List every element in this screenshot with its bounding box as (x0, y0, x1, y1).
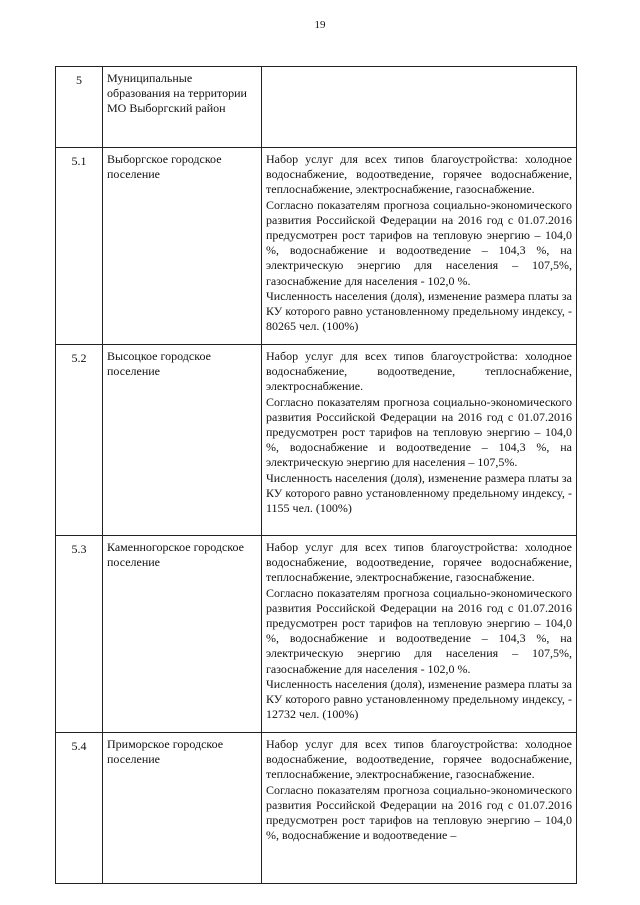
row-number: 5.1 (56, 148, 103, 345)
services-paragraph: Набор услуг для всех типов благоустройства: холодное водоснабжение, водоотведение, горячее водоснабжение, теплоснабжение, электроснабжение, газоснабжение. (266, 152, 572, 197)
table-row (56, 148, 577, 345)
municipality-name: Приморское городское поселение (103, 733, 262, 884)
population-paragraph: Численность населения (доля), изменение размера платы за КУ которого равно установленному предельному индексу, - 1155 чел. (100%) (266, 470, 572, 516)
row-number: 5 (56, 67, 103, 148)
page-number: 19 (314, 19, 326, 31)
table-row (56, 733, 577, 884)
tariff-table (55, 66, 577, 884)
row-description (262, 536, 577, 733)
municipality-name: Высоцкое городское поселение (103, 345, 262, 536)
municipality-name: Выборгское городское поселение (103, 148, 262, 345)
table-row (56, 345, 577, 536)
municipality-name: Каменногорское городское поселение (103, 536, 262, 733)
row-number: 5.3 (56, 536, 103, 733)
row-number: 5.2 (56, 345, 103, 536)
row-description (262, 148, 577, 345)
row-number: 5.4 (56, 733, 103, 884)
table-row (56, 536, 577, 733)
tariff-paragraph: Согласно показателям прогноза социально-экономического развития Российской Федерации на 2016 год с 01.07.2016 предусмотрен рост тарифов на тепловую энергию – 104,0 %, водоснабжение и водоотведение – 104,3 %, на электрическую энергию для населения – 107,5%, газоснабжение для населения - 102,0 %. (266, 197, 572, 288)
population-paragraph: Численность населения (доля), изменение размера платы за КУ которого равно установленному предельному индексу, - 80265 чел. (100%) (266, 288, 572, 334)
row-description (262, 67, 577, 148)
services-paragraph: Набор услуг для всех типов благоустройства: холодное водоснабжение, водоотведение, теплоснабжение, электроснабжение. (266, 349, 572, 394)
services-paragraph: Набор услуг для всех типов благоустройства: холодное водоснабжение, водоотведение, горячее водоснабжение, теплоснабжение, электроснабжение, газоснабжение. (266, 737, 572, 782)
row-description (262, 345, 577, 536)
services-paragraph: Набор услуг для всех типов благоустройства: холодное водоснабжение, водоотведение, горячее водоснабжение, теплоснабжение, электроснабжение, газоснабжение. (266, 540, 572, 585)
table-row (56, 67, 577, 148)
tariff-paragraph: Согласно показателям прогноза социально-экономического развития Российской Федерации на 2016 год с 01.07.2016 предусмотрен рост тарифов на тепловую энергию – 104,0 %, водоснабжение и водоотведение – 104,3 %, на электрическую энергию для населения – 107,5%, газоснабжение для населения - 102,0 %. (266, 585, 572, 676)
municipality-name: Муниципальные образования на территории МО Выборгский район (103, 67, 262, 148)
tariff-paragraph: Согласно показателям прогноза социально-экономического развития Российской Федерации на 2016 год с 01.07.2016 предусмотрен рост тарифов на тепловую энергию – 104,0 %, водоснабжение и водоотведение – 104,3 %, на электрическую энергию для населения – 107,5%. (266, 394, 572, 470)
tariff-paragraph: Согласно показателям прогноза социально-экономического развития Российской Федерации на 2016 год с 01.07.2016 предусмотрен рост тарифов на тепловую энергию – 104,0 %, водоснабжение и водоотведение – (266, 782, 572, 843)
population-paragraph: Численность населения (доля), изменение размера платы за КУ которого равно установленному предельному индексу, - 12732 чел. (100%) (266, 676, 572, 722)
row-description (262, 733, 577, 884)
